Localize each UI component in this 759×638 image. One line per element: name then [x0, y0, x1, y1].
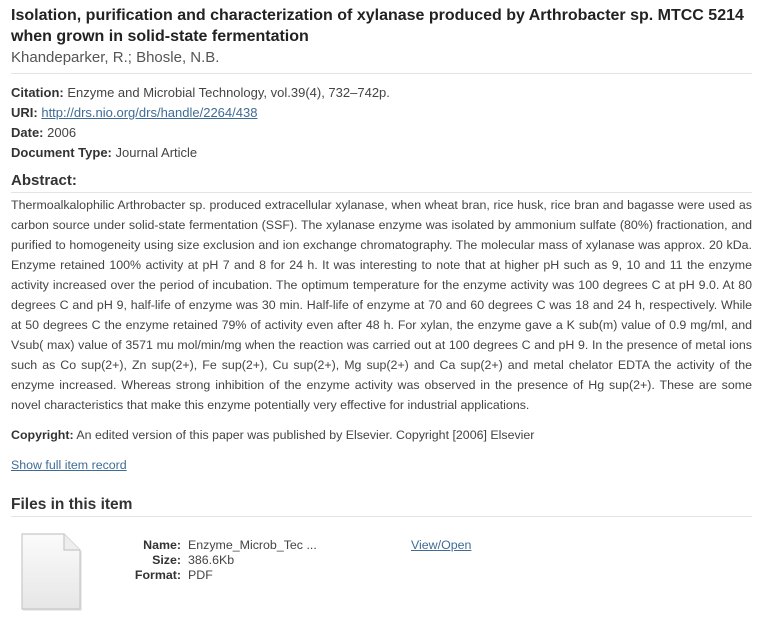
date-label: Date:	[11, 125, 44, 140]
view-open-link[interactable]: View/Open	[411, 538, 472, 552]
show-full-record-row	[11, 455, 752, 475]
file-item	[11, 523, 752, 613]
file-format-row	[123, 568, 317, 583]
citation-value: Enzyme and Microbial Technology, vol.39(4), 732–742p.	[67, 85, 390, 100]
uri-row	[11, 103, 752, 123]
show-full-record-link[interactable]: Show full item record	[11, 458, 127, 472]
title-divider	[11, 73, 752, 74]
document-type-row	[11, 143, 752, 163]
file-metadata	[123, 538, 317, 583]
generic-file-icon[interactable]	[20, 533, 82, 611]
file-name-value: Enzyme_Microb_Tec ...	[188, 538, 317, 552]
document-type-value: Journal Article	[115, 145, 198, 160]
citation-row	[11, 83, 752, 103]
files-heading: Files in this item	[11, 496, 133, 513]
date-row	[11, 123, 752, 143]
item-title: Isolation, purification and characterization of xylanase produced by Arthrobacter sp. MTCC 5214 when grown in solid-state fermentation	[11, 7, 744, 45]
uri-label: URI:	[11, 105, 38, 120]
file-size-value: 386.6Kb	[188, 553, 235, 567]
citation-label: Citation:	[11, 85, 64, 100]
date-value: 2006	[47, 125, 77, 140]
copyright-value: An edited version of this paper was published by Elsevier. Copyright [2006] Elsevier	[76, 428, 535, 442]
file-action	[411, 538, 471, 553]
file-name-label: Name:	[143, 538, 181, 552]
item-authors: Khandeparker, R.; Bhosle, N.B.	[11, 49, 220, 66]
uri-link[interactable]: http://drs.nio.org/drs/handle/2264/438	[41, 105, 258, 120]
file-name-row	[123, 538, 317, 553]
files-divider	[11, 516, 752, 517]
file-format-value: PDF	[188, 568, 213, 582]
abstract-text: Thermoalkalophilic Arthrobacter sp. produced extracellular xylanase, when wheat bran, rice husk, rice bran and bagasse were used as carbon source under solid-state fermentation (SSF). The xylanase enzyme was isolated by ammonium sulfate (80%) fractionation, and purified to homogeneity using size exclusion and ion exchange chromatography. The molecular mass of xylanase was approx. 20 kDa. Enzyme retained 100% activity at pH 7 and 8 for 24 h. It was interesting to note that at higher pH such as 9, 10 and 11 the enzyme activity increased over the period of incubation. The optimum temperature for the enzyme activity was 100 degrees C at pH 9.0. At 80 degrees C and pH 9, half-life of enzyme was 30 min. Half-life of enzyme at 70 and 60 degrees C was 18 and 24 h, respectively. While at 50 degrees C the enzyme retained 79% of activity even after 48 h. For xylan, the enzyme gave a K sub(m) value of 0.9 mg/ml, and Vsub( max) value of 3571 mu mol/min/mg when the reaction was carried out at 100 degrees C and pH 9. In the presence of metal ions such as Co sup(2+), Zn sup(2+), Fe sup(2+), Cu sup(2+), Mg sup(2+) and Ca sup(2+) and metal chelator EDTA the activity of the enzyme increased. Whereas strong inhibition of the enzyme activity was observed in the presence of Hg sup(2+). These are some novel characteristics that make this enzyme potentially very effective for industrial applications.	[11, 198, 752, 412]
file-format-label: Format:	[134, 568, 181, 582]
copyright-row	[11, 425, 752, 445]
file-size-label: Size:	[152, 553, 181, 567]
abstract-divider	[11, 192, 752, 193]
document-type-label: Document Type:	[11, 145, 112, 160]
copyright-label: Copyright:	[11, 428, 74, 442]
abstract-heading: Abstract:	[11, 172, 77, 189]
file-size-row	[123, 553, 317, 568]
